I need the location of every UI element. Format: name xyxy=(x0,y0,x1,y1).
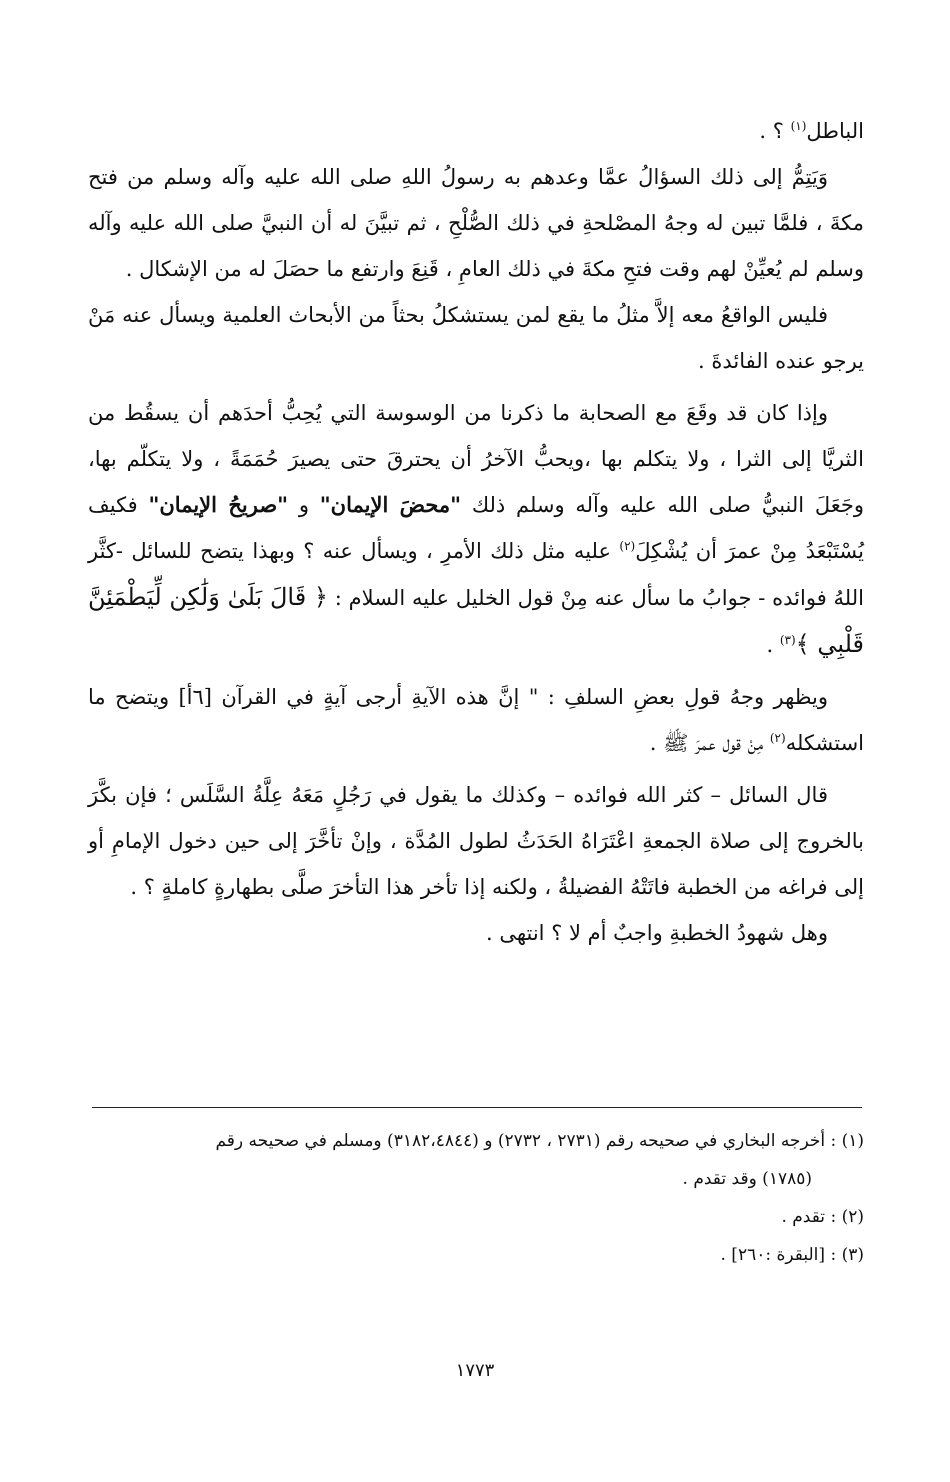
footnote-2: (٢) : تقدم . xyxy=(781,1207,864,1227)
paragraph-3-text-c: عليه مثل ذلك الأمرِ ، ويسأل عنه ؟ وبهذا يتضح للسائل -كثَّر اللهُ فوائده - جوابُ ما سأل عنه مِنْ قول الخليل عليه السلام : xyxy=(88,539,864,610)
paragraph-4-text-a: ويظهر وجهُ قولِ بعضِ السلفِ : " إنَّ هذه الآيةِ أرجى آيةٍ في القرآن [٦أ] ويتضح ما استشكله xyxy=(88,685,864,755)
paragraph-0-end: ؟ . xyxy=(759,119,791,143)
paragraph-1: وَيَتِمُّ إلى ذلك السؤالُ عمَّا وعدهم به رسولُ اللهِ صلى الله عليه وآله وسلم من فتح مكةَ ، فلمَّا تبين له وجهُ المصْلحةِ في ذلك الصُّلْحِ ، ثم تبيَّنَ له أن النبيَّ صلى الله عليه وآله وسلم لم يُعيِّنْ لهم وقت فتحِ مكةَ في ذلك العامِ ، قَنِعَ وارتفع ما حصَلَ له من الإشكال . xyxy=(88,165,864,281)
footnote-3: (٣) : [البقرة :٢٦٠] . xyxy=(720,1245,864,1265)
paragraph-3-text-b: فكيف يُسْتَبْعَدُ مِنْ عمرَ أن يُشْكِلَ xyxy=(88,493,864,563)
quran-verse: ﴿ قَالَ بَلَىٰ وَلَٰكِن لِّيَطْمَئِنَّ قَلْبِي ﴾ xyxy=(88,583,864,658)
paragraph-6: وهل شهودُ الخطبةِ واجبٌ أم لا ؟ انتهى . xyxy=(485,921,828,945)
footnote-ref-3[interactable]: (٣) xyxy=(779,633,796,647)
paragraph-0 xyxy=(88,108,864,154)
paragraph-3-end: . xyxy=(766,633,780,657)
bold-phrase-sarih-al-iman: "صريحُ الإيمان" xyxy=(148,492,289,517)
paragraph-3-text-a: وإذا كان قد وقَعَ مع الصحابة ما ذكرنا من الوسوسة التي يُحِبُّ أحدَهم أن يسقُط من الثريَّا إلى الثرا ، ولا يتكلم بها ،ويحبُّ الآخرُ أن يحترقَ حتى يصيرَ حُمَمَةً ، ولا يتكلّم بها، وجَعَلَ النبيُّ صلى الله عليه وآله وسلم ذلك xyxy=(88,401,864,517)
footnote-ref-1[interactable]: (١) xyxy=(790,119,807,133)
paragraph-5: قال السائل – كثر الله فوائده – وكذلك ما يقول في رَجُلٍ مَعَهُ عِلَّةُ السَّلَس ؛ فإن بكَّرَ بالخروج إلى صلاة الجمعةِ اعْتَرَاهُ الحَدَثُ لطول المُدَّة ، وإنْ تأخَّرَ إلى حين دخول الإمامِ أو إلى فراغه من الخطبة فاتَتْهُ الفضيلةُ ، ولكنه إذا تأخر هذا التأخرَ صلَّى بطهارةٍ كاملةٍ ؟ . xyxy=(88,783,864,899)
footnotes xyxy=(88,1122,864,1274)
paragraph-0-text: الباطل xyxy=(806,119,864,143)
footnote-divider xyxy=(92,1107,862,1108)
paragraph-4 xyxy=(88,674,864,766)
page-body xyxy=(88,108,864,956)
footnote-ref-2[interactable]: (٢) xyxy=(619,539,636,553)
paragraph-2: فليس الواقعُ معه إلاَّ مثلُ ما يقع لمن يستشكلُ بحثاً من الأبحاث العلمية ويسأل عنه مَنْ يرجو عنده الفائدةَ . xyxy=(88,303,864,373)
page-number: ١٧٧٣ xyxy=(455,1360,495,1381)
footnote-1: (١) : أخرجه البخاري في صحيحه رقم (٢٧٣١ ، ٢٧٣٢) و (٣١٨٢،٤٨٤٤) ومسلم في صحيحه رقم xyxy=(215,1131,864,1151)
footnote-1-continued: (١٧٨٥) وقد تقدم . xyxy=(682,1169,812,1189)
footnote-ref-2b[interactable]: (٢) xyxy=(769,731,786,745)
paragraph-3-conjunction: و xyxy=(288,493,320,517)
paragraph-4-text-b: مِنْ قول عمرَ ﷺ . xyxy=(649,731,770,755)
paragraph-3 xyxy=(88,390,864,668)
bold-phrase-mahd-al-iman: "محضَ الإيمان" xyxy=(319,492,462,517)
